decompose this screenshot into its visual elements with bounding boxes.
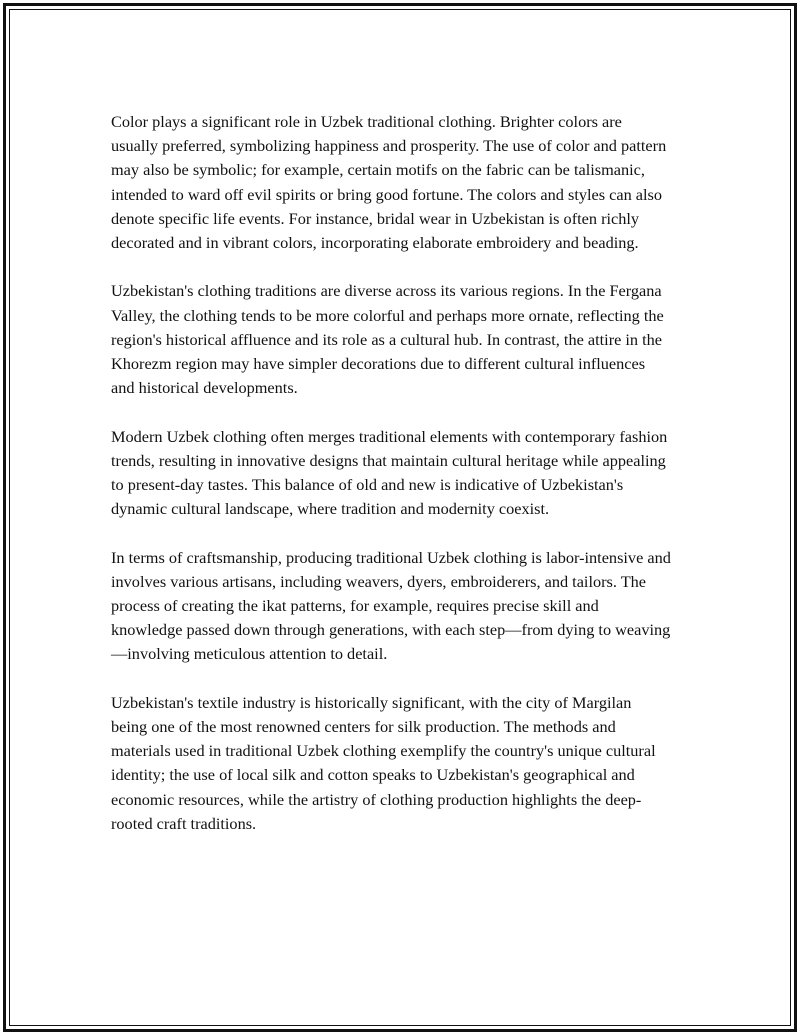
paragraph-color-symbolism: Color plays a significant role in Uzbek traditional clothing. Brighter colors are usually preferred, symbolizing happiness and prosperity. The use of color and pattern may also be symbolic; for example, certain motifs on the fabric can be talismanic, intended to ward off evil spirits or bring good fortune. The colors and styles can also denote specific life events. For instance, bridal wear in Uzbekistan is often richly decorated and in vibrant colors, incorporating elaborate embroidery and beading.: [111, 112, 667, 253]
paragraph-textile-industry: Uzbekistan's textile industry is historically significant, with the city of Margilan being one of the most renowned centers for silk production. The methods and materials used in traditional Uzbek clothing exemplify the country's unique cultural identity; the use of local silk and cotton speaks to Uzbekistan's geographical and economic resources, while the artistry of clothing production highlights the deep-rooted craft traditions.: [111, 692, 656, 833]
paragraph-regional-diversity: Uzbekistan's clothing traditions are diverse across its various regions. In the Fergana Valley, the clothing tends to be more colorful and perhaps more ornate, reflecting the region's historical affluence and its role as a cultural hub. In contrast, the attire in the Khorezm region may have simpler decorations due to different cultural influences and historical developments.: [111, 281, 664, 398]
paragraph-modern-clothing: Modern Uzbek clothing often merges traditional elements with contemporary fashion trends, resulting in innovative designs that maintain cultural heritage while appealing to present-day tastes. This balance of old and new is indicative of Uzbekistan's dynamic cultural landscape, where tradition and modernity coexist.: [111, 426, 668, 519]
paragraph-craftsmanship: In terms of craftsmanship, producing traditional Uzbek clothing is labor-intensive and involves various artisans, including weavers, dyers, embroiderers, and tailors. The process of creating the ikat patterns, for example, requires precise skill and knowledge passed down through generations, with each step—from dying to weaving—involving meticulous attention to detail.: [111, 547, 671, 664]
document-body: [111, 110, 671, 860]
